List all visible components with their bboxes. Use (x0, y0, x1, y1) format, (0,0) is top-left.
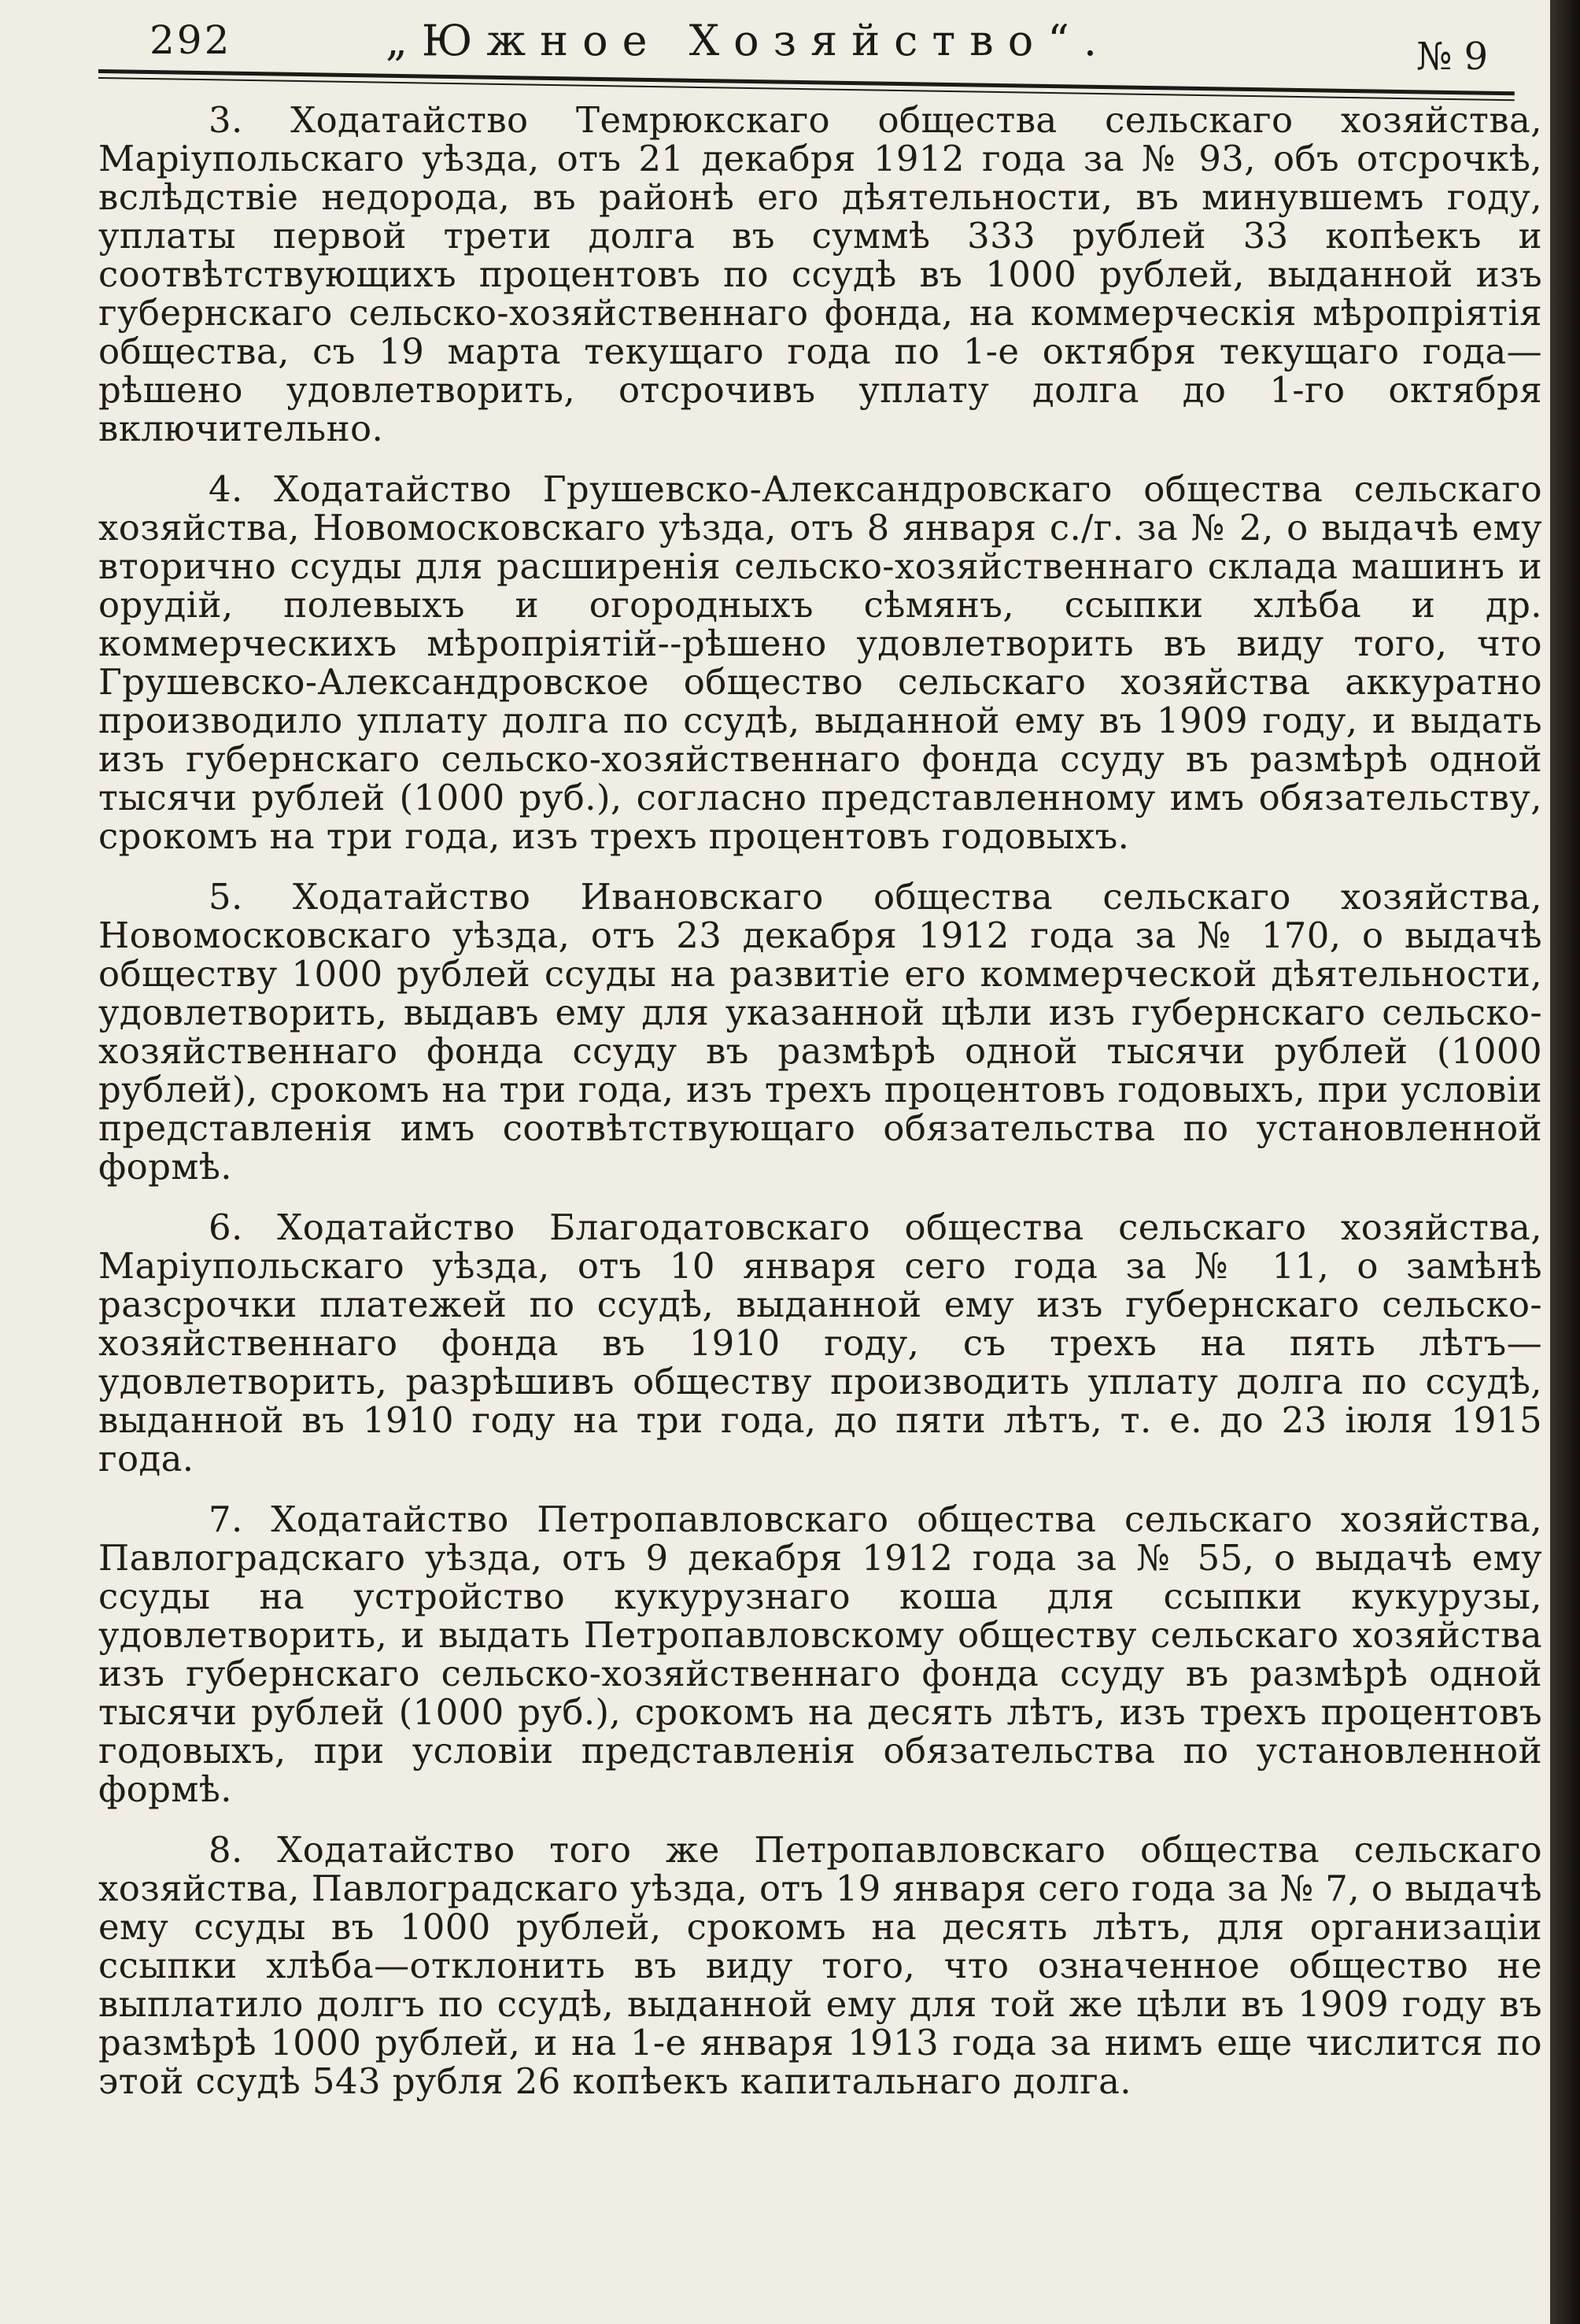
paragraph-item-7: 7. Ходатайство Петропавловскаго общества сельскаго хозяйства, Павлоградскаго уѣзда, отъ 9 декабря 1912 года за № 55, о выдачѣ ему ссуды на устройство кукурузнаго коша для ссыпки кукурузы, удовлетворить, и выдать Петропавловскому обществу сельскаго хозяйства изъ губернскаго сельско-хозяйственнаго фонда ссуду въ размѣрѣ одной тысячи рублей (1000 руб.), срокомъ на десять лѣтъ, изъ трехъ процентовъ годовыхъ, при условіи представленія обязательства по установленной формѣ. (98, 1498, 1542, 1810)
paragraph-item-3: 3. Ходатайство Темрюкскаго общества сельскаго хозяйства, Маріупольскаго уѣзда, отъ 21 декабря 1912 года за № 93, объ отсрочкѣ, вслѣдствіе недорода, въ районѣ его дѣятельности, въ минувшемъ году, уплаты первой трети долга въ суммѣ 333 рублей 33 копѣекъ и соотвѣтствующихъ процентовъ по ссудѣ въ 1000 рублей, выданной изъ губернскаго сельско-хозяйственнаго фонда, на коммерческія мѣропріятія общества, съ 19 марта текущаго года по 1-е октября текущаго года—рѣшено удовлетворить, отсрочивъ уплату долга до 1-го октября включительно. (98, 99, 1542, 449)
paragraph-item-8: 8. Ходатайство того же Петропавловскаго общества сельскаго хозяйства, Павлоградскаго уѣзда, отъ 19 января сего года за № 7, о выдачѣ ему ссуды въ 1000 рублей, срокомъ на десять лѣтъ, для организаціи ссыпки хлѣба—отклонить въ виду того, что означенное общество не выплатило долгъ по ссудѣ, выданной ему для той же цѣли въ 1909 году въ размѣрѣ 1000 рублей, и на 1-е января 1913 года за нимъ еще числится по этой ссудѣ 543 рубля 26 копѣекъ капитальнаго долга. (98, 1829, 1542, 2102)
issue-number: № 9 (1416, 35, 1489, 79)
page-number: 292 (150, 17, 232, 63)
article-body (98, 101, 1542, 2123)
paragraph-item-5: 5. Ходатайство Ивановскаго общества сельскаго хозяйства, Новомосковскаго уѣзда, отъ 23 декабря 1912 года за № 170, о выдачѣ обществу 1000 рублей ссуды на развитіе его коммерческой дѣятельности, удовлетворить, выдавъ ему для указанной цѣли изъ губернскаго сельско-хозяйственнаго фонда ссуду въ размѣрѣ одной тысячи рублей (1000 рублей), срокомъ на три года, изъ трехъ процентовъ годовыхъ, при условіи представленія имъ соотвѣтствующаго обязательства по установленной формѣ. (98, 876, 1542, 1188)
paragraph-item-6: 6. Ходатайство Благодатовскаго общества сельскаго хозяйства, Маріупольскаго уѣзда, отъ 10 января сего года за № 11, о замѣнѣ разсрочки платежей по ссудѣ, выданной ему изъ губернскаго сельско-хозяйственнаго фонда въ 1910 году, съ трехъ на пять лѣтъ—удовлетворить, разрѣшивъ обществу производить уплату долга по ссудѣ, выданной въ 1910 году на три года, до пяти лѣтъ, т. е. до 23 іюля 1915 года. (98, 1206, 1542, 1480)
journal-title: „Южное Хозяйство“. (386, 16, 1111, 65)
paragraph-item-4: 4. Ходатайство Грушевско-Александровскаго общества сельскаго хозяйства, Новомосковскаго уѣзда, отъ 8 января с./г. за № 2, о выдачѣ ему вторично ссуды для расширенія сельско-хозяйственнаго склада машинъ и орудій, полевыхъ и огородныхъ сѣмянъ, ссыпки хлѣба и др. коммерческихъ мѣропріятій--рѣшено удовлетворить въ виду того, что Грушевско-Александровское общество сельскаго хозяйства аккуратно производило уплату долга по ссудѣ, выданной ему въ 1909 году, и выдать изъ губернскаго сельско-хозяйственнаго фонда ссуду въ размѣрѣ одной тысячи рублей (1000 руб.), согласно представленному имъ обязательству, срокомъ на три года, изъ трехъ процентовъ годовыхъ. (98, 468, 1542, 857)
page-edge-shadow (1550, 0, 1580, 2324)
page-header (94, 11, 1526, 82)
